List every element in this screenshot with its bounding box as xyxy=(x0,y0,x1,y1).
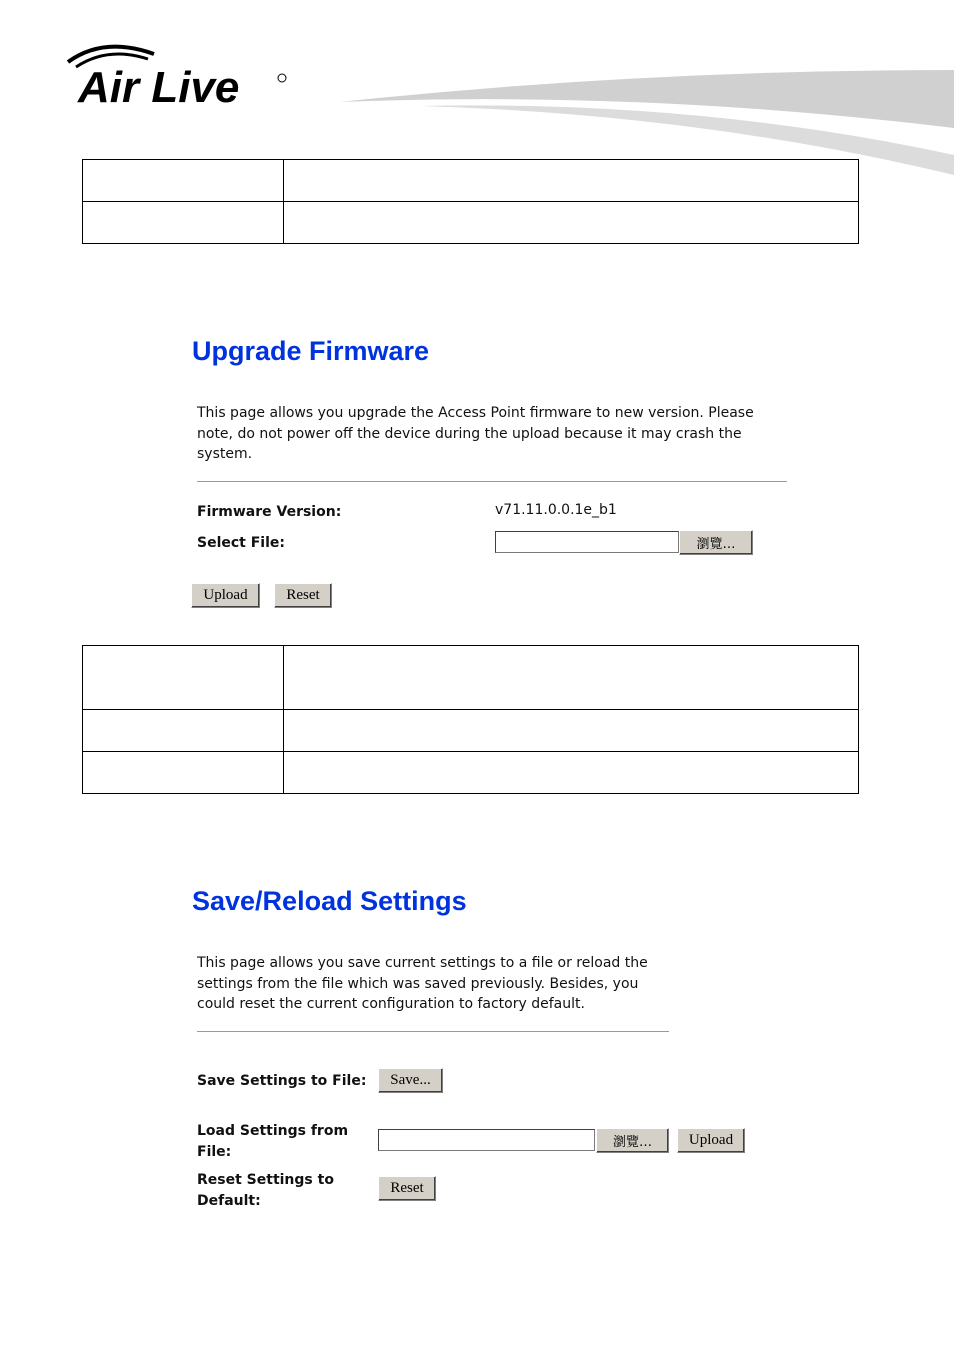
save-reload-description: This page allows you save current settings to a file or reload the settings from the file which was saved previously. Besides, you could reset the current configuration to factory default. xyxy=(197,955,648,1012)
settings-upload-button[interactable]: Upload xyxy=(677,1128,745,1153)
settings-browse-button[interactable]: 瀏覽… xyxy=(596,1128,669,1153)
save-settings-label: Save Settings to File: xyxy=(197,1073,367,1089)
section-divider xyxy=(197,481,787,482)
reset-default-button[interactable]: Reset xyxy=(378,1176,436,1201)
firmware-version-value: v71.11.0.0.1e_b1 xyxy=(495,502,617,518)
settings-file-input[interactable] xyxy=(378,1129,595,1151)
airlive-logo xyxy=(64,40,294,110)
firmware-file-input[interactable] xyxy=(495,531,679,553)
table-row xyxy=(83,710,859,752)
reset-default-label: Reset Settings to Default: xyxy=(197,1172,334,1209)
table-row xyxy=(83,646,859,710)
middle-table xyxy=(82,645,859,794)
firmware-browse-button[interactable]: 瀏覽… xyxy=(679,530,753,555)
table-cell xyxy=(284,202,859,244)
table-row xyxy=(83,202,859,244)
table-row xyxy=(83,752,859,794)
load-settings-label: Load Settings from File: xyxy=(197,1123,349,1160)
table-cell xyxy=(284,646,859,710)
firmware-reset-button[interactable]: Reset xyxy=(274,583,332,608)
table-cell xyxy=(83,710,284,752)
table-cell xyxy=(284,710,859,752)
save-settings-button[interactable]: Save... xyxy=(378,1068,443,1093)
top-table xyxy=(82,159,859,244)
table-cell xyxy=(83,202,284,244)
firmware-upload-button[interactable]: Upload xyxy=(191,583,260,608)
save-reload-title: Save/Reload Settings xyxy=(192,886,467,916)
table-cell xyxy=(83,752,284,794)
table-cell xyxy=(284,160,859,202)
section-divider xyxy=(197,1031,669,1032)
upgrade-firmware-title: Upgrade Firmware xyxy=(192,336,430,366)
upgrade-firmware-description: This page allows you upgrade the Access Point firmware to new version. Please note, do not power off the device during the upload because it may crash the system. xyxy=(197,405,754,462)
logo-text: Air Live xyxy=(78,63,240,110)
table-cell xyxy=(83,160,284,202)
select-file-label: Select File: xyxy=(197,535,285,551)
table-row xyxy=(83,160,859,202)
table-cell xyxy=(83,646,284,710)
firmware-version-label: Firmware Version: xyxy=(197,504,342,520)
table-cell xyxy=(284,752,859,794)
